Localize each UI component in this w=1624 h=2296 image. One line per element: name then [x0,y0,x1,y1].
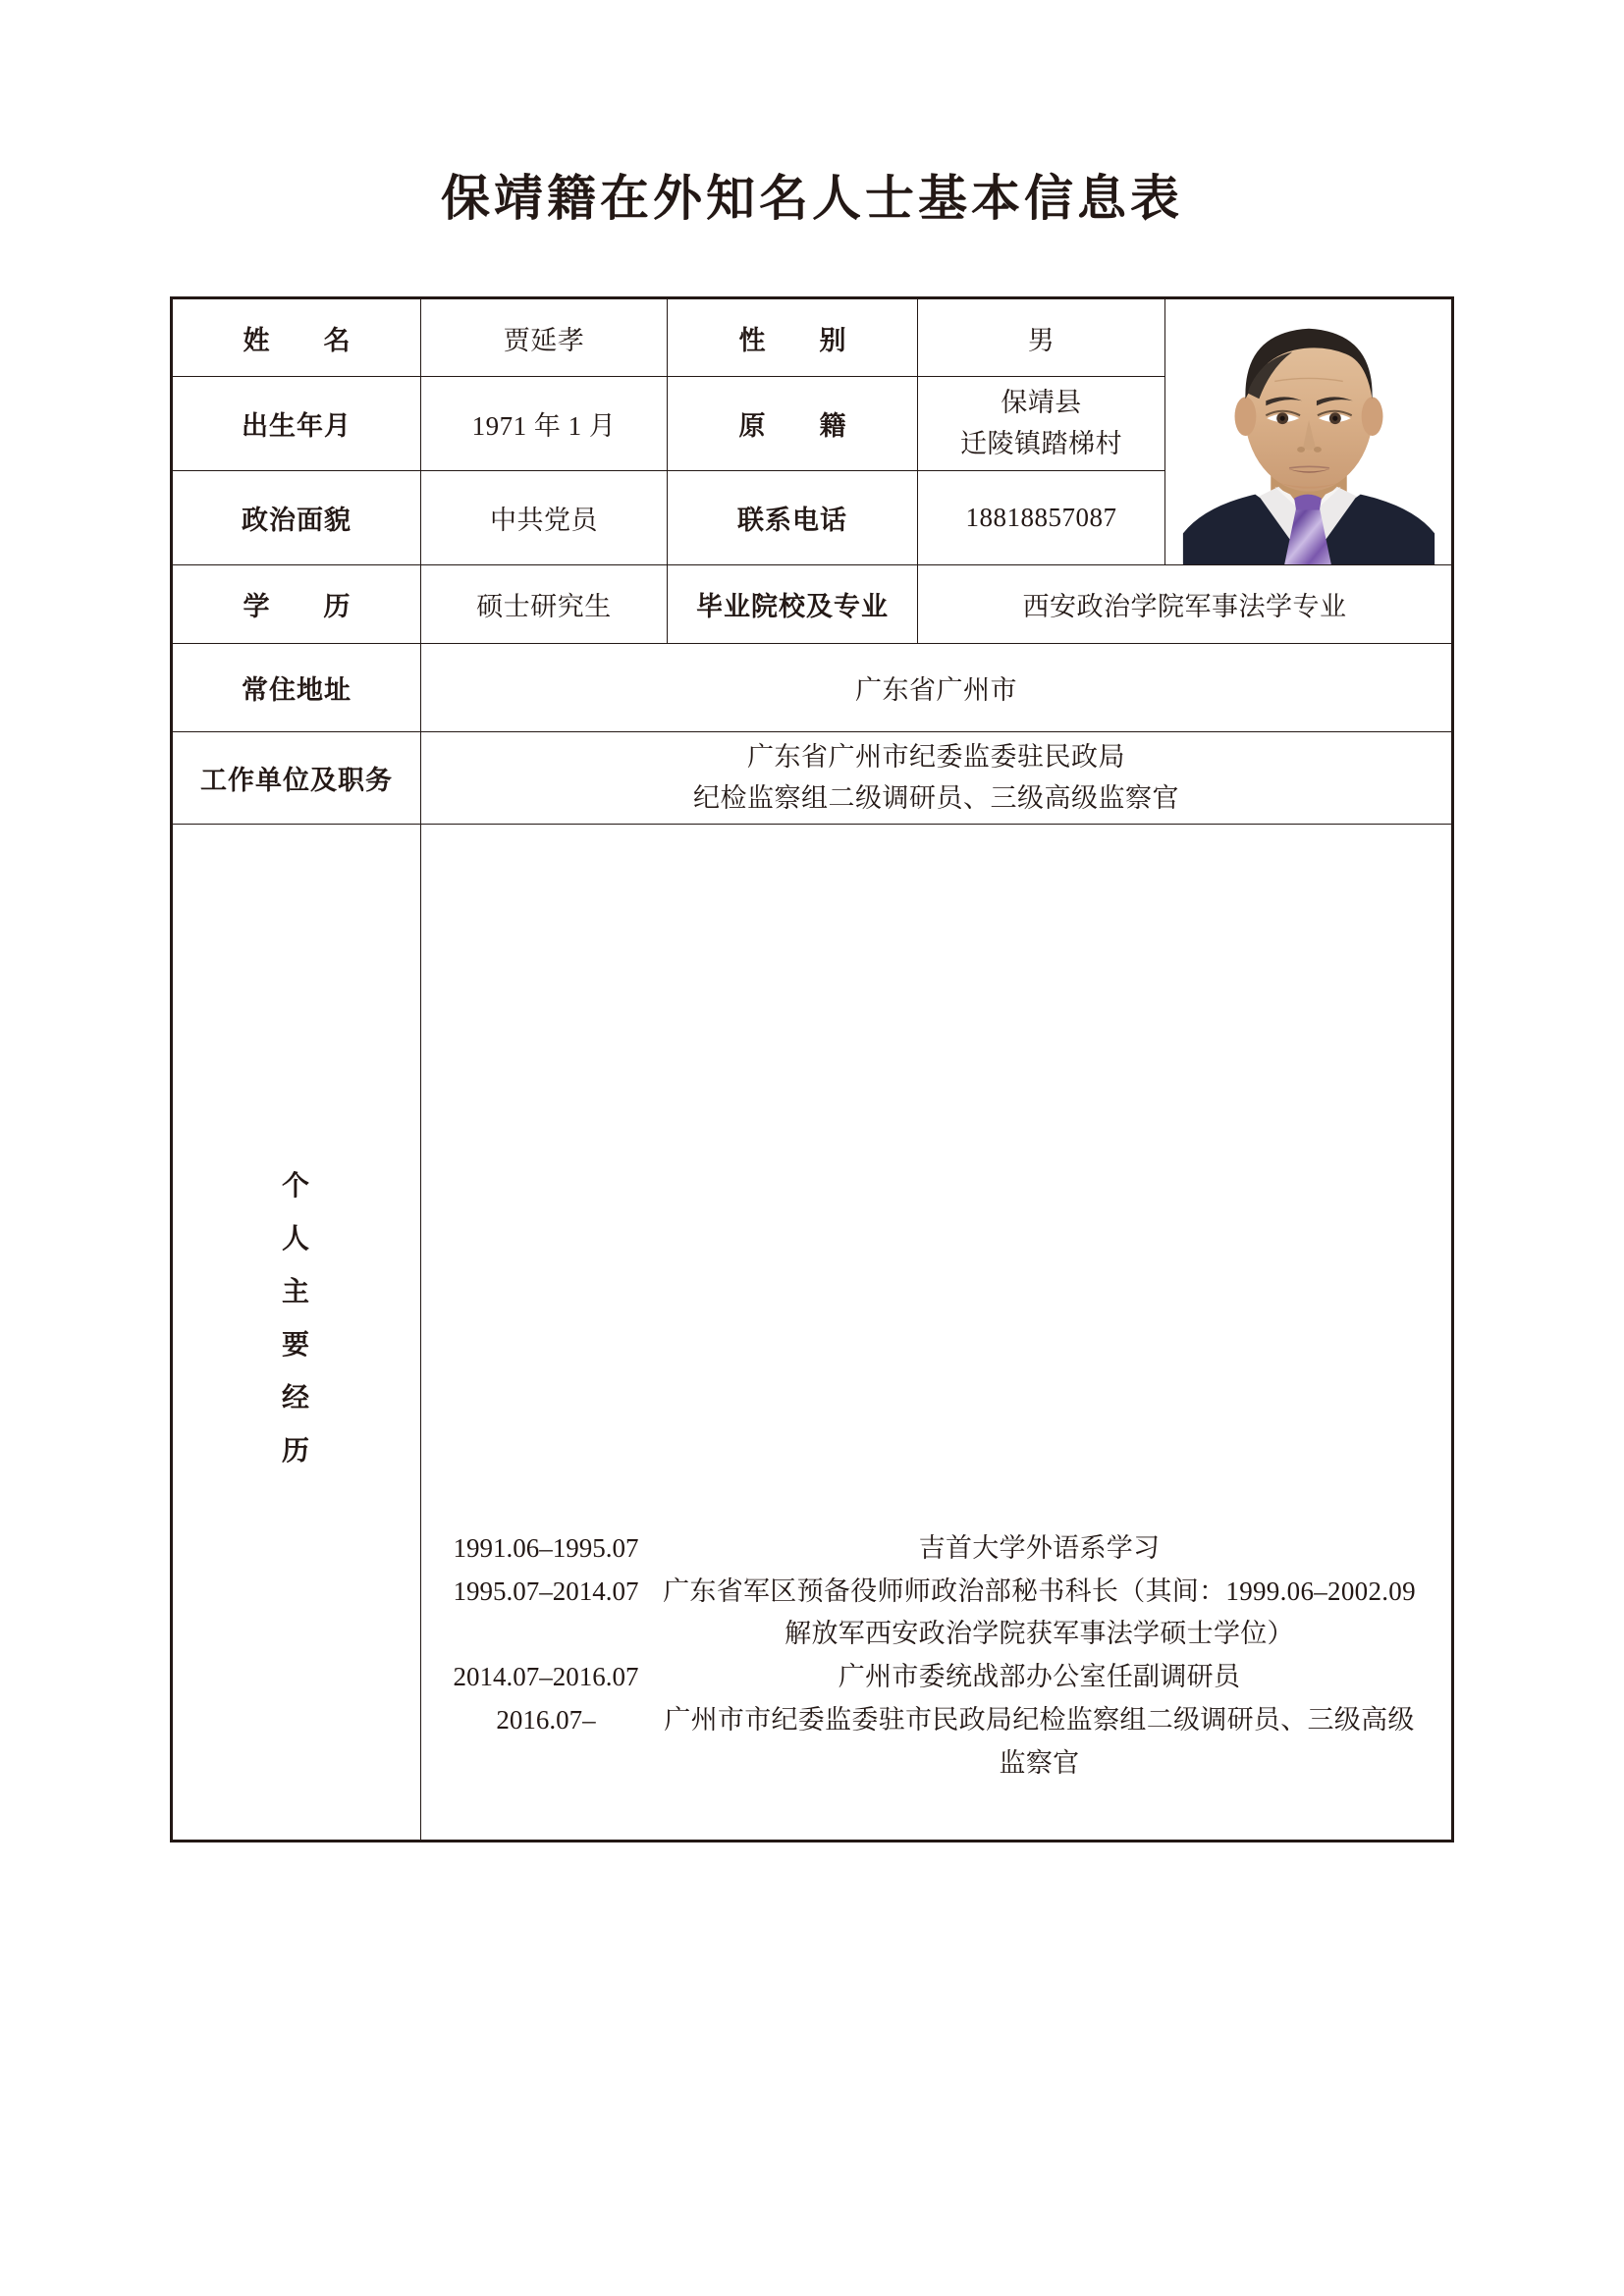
label-gender: 性 别 [668,298,918,377]
label-personal-experience-char-3: 要 [281,1330,311,1362]
experience-entry [449,1527,1422,1571]
label-birth-date: 出生年月 [172,377,421,471]
label-phone: 联系电话 [668,471,918,565]
value-work-line2: 纪检监察组二级调研员、三级高级监察官 [693,782,1179,813]
label-personal-experience-char-2: 主 [281,1277,311,1308]
value-work-unit-position [421,732,1453,825]
experience-description: 广州市市纪委监委驻市民政局纪检监察组二级调研员、三级高级监察官 [664,1704,1415,1778]
portrait-photo [1165,299,1451,564]
experience-entry [449,1699,1422,1785]
experience-period: 2014.07–2016.07 [453,1662,639,1692]
value-origin-line1: 保靖县 [1001,387,1082,417]
table-row-work [172,732,1453,825]
value-name: 贾延孝 [421,298,668,377]
value-residence-address: 广东省广州市 [421,644,1453,732]
experience-period: 2016.07– [496,1704,596,1735]
experience-period: 1991.06–1995.07 [453,1532,639,1563]
value-work-line1: 广东省广州市纪委监委驻民政局 [747,741,1125,772]
person-info-table [170,296,1454,1842]
experience-entry [449,1571,1422,1656]
label-personal-experience-char-4: 经 [281,1383,311,1415]
label-school-major: 毕业院校及专业 [668,565,918,644]
label-work-unit-position: 工作单位及职务 [172,732,421,825]
label-origin: 原 籍 [668,377,918,471]
label-personal-experience-char-0: 个 [281,1171,311,1202]
value-education: 硕士研究生 [421,565,668,644]
label-personal-experience-char-5: 历 [281,1436,311,1468]
table-row-education [172,565,1453,644]
table-row-experience [172,825,1453,1842]
label-education: 学 历 [172,565,421,644]
label-political-status: 政治面貌 [172,471,421,565]
experience-description: 广州市委统战部办公室任副调研员 [838,1662,1241,1692]
portrait-photo-graphic [1165,299,1451,564]
experience-list [421,850,1451,1814]
experience-entry [449,1656,1422,1699]
value-birth-date: 1971 年 1 月 [421,377,668,471]
label-personal-experience [172,825,421,1842]
experience-description: 吉首大学外语系学习 [918,1532,1161,1563]
value-phone: 18818857087 [918,471,1165,565]
experience-period: 1995.07–2014.07 [453,1575,639,1606]
label-personal-experience-char-1: 人 [281,1224,311,1255]
value-political-status: 中共党员 [421,471,668,565]
label-residence-address: 常住地址 [172,644,421,732]
photo-cell [1165,298,1453,565]
table-row-address [172,644,1453,732]
table-row-name [172,298,1453,377]
experience-description: 广东省军区预备役师师政治部秘书科长（其间：1999.06–2002.09 解放军西安政治学院获军事法学硕士学位） [663,1575,1416,1649]
label-name: 姓 名 [172,298,421,377]
value-origin [918,377,1165,471]
value-school-major: 西安政治学院军事法学专业 [918,565,1453,644]
value-gender: 男 [918,298,1165,377]
value-personal-experience [421,825,1453,1842]
value-origin-line2: 迁陵镇踏梯村 [960,428,1122,458]
page-title: 保靖籍在外知名人士基本信息表 [441,171,1183,226]
